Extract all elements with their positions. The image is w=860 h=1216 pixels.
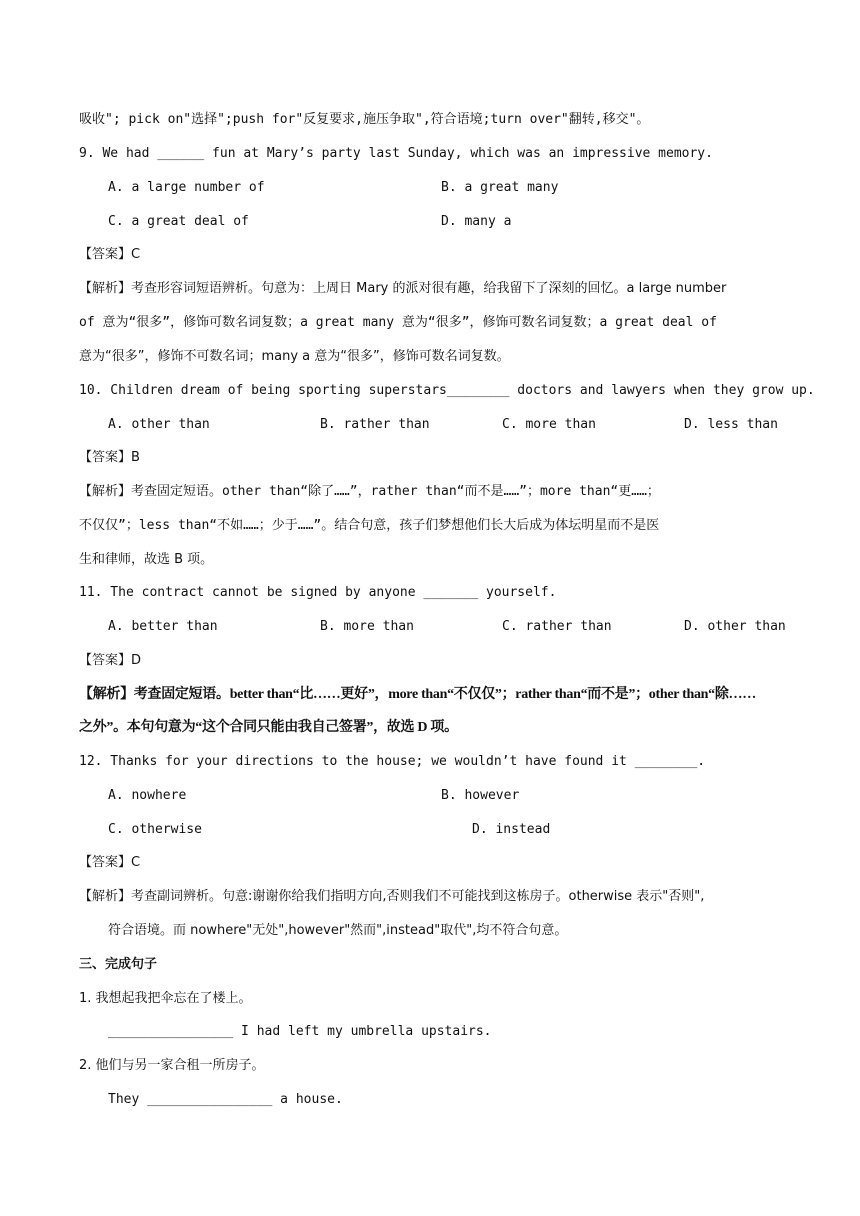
option-c: C. otherwise: [108, 822, 202, 837]
explanation-line: 【解析】考查形容词短语辨析。句意为：上周日 Mary 的派对很有趣，给我留下了深刻的回忆。a large number: [79, 281, 727, 296]
option-a: A. better than: [108, 619, 218, 634]
option-d: D. many a: [441, 214, 512, 229]
question-11: 11. The contract cannot be signed by anyone _______ yourself.: [79, 585, 557, 600]
explanation-line: 【解析】考查副词辨析。句意:谢谢你给我们指明方向,否则我们不可能找到这栋房子。otherwise 表示"否则",: [79, 889, 705, 904]
explanation-line: 生和律师，故选 B 项。: [79, 552, 214, 567]
answer-label: 【答案】D: [79, 653, 142, 668]
sentence-blank: ________________ I had left my umbrella upstairs.: [108, 1024, 492, 1039]
option-c: C. a great deal of: [108, 214, 249, 229]
option-b: B. a great many: [441, 180, 559, 195]
question-12: 12. Thanks for your directions to the house; we wouldn’t have found it ________.: [79, 754, 706, 769]
explanation-line: 符合语境。而 nowhere"无处",however"然而",instead"取代",均不符合句意。: [108, 923, 568, 938]
sentence-prompt: 2. 他们与另一家合租一所房子。: [79, 1058, 265, 1073]
explanation-line: 【解析】考查固定短语。other than“除了……”，rather than“而不是……”；more than“更……；: [79, 484, 660, 499]
answer-label: 【答案】C: [79, 247, 141, 262]
question-10: 10. Children dream of being sporting superstars________ doctors and lawyers when they grow up.: [79, 383, 815, 398]
explanation-line: 意为“很多”，修饰不可数名词；many a 意为“很多”，修饰可数名词复数。: [79, 349, 510, 364]
option-b: B. however: [441, 788, 520, 803]
option-b: B. rather than: [320, 417, 430, 432]
sentence-blank: They ________________ a house.: [108, 1092, 343, 1107]
explanation-line: 不仅仅”；less than“不如……；少于……”。结合句意，孩子们梦想他们长大后成为体坛明星而不是医: [79, 518, 660, 533]
option-a: A. a large number of: [108, 180, 265, 195]
option-d: D. instead: [472, 822, 551, 837]
option-c: C. rather than: [502, 619, 612, 634]
option-d: D. other than: [684, 619, 786, 634]
option-b: B. more than: [320, 619, 414, 634]
sentence-prompt: 1. 我想起我把伞忘在了楼上。: [79, 991, 252, 1006]
option-a: A. nowhere: [108, 788, 187, 803]
explanation-line: 之外”。本句句意为“这个合同只能由我自己签署”，故选 D 项。: [79, 720, 458, 735]
section-heading: 三、完成句子: [79, 957, 158, 972]
explanation-line: 【解析】考查固定短语。better than“比……更好”，more than“不仅仅”；rather than“而不是”；other than“除……: [79, 687, 756, 702]
option-a: A. other than: [108, 417, 210, 432]
question-9: 9. We had ______ fun at Mary’s party last Sunday, which was an impressive memory.: [79, 146, 713, 161]
text-line: 吸收"; pick on"选择";push for"反复要求,施压争取",符合语境;turn over"翻转,移交"。: [79, 112, 650, 127]
option-d: D. less than: [684, 417, 778, 432]
explanation-line: of 意为“很多”，修饰可数名词复数；a great many 意为“很多”，修饰可数名词复数；a great deal of: [79, 315, 717, 330]
answer-label: 【答案】B: [79, 450, 140, 465]
option-c: C. more than: [502, 417, 596, 432]
answer-label: 【答案】C: [79, 855, 141, 870]
